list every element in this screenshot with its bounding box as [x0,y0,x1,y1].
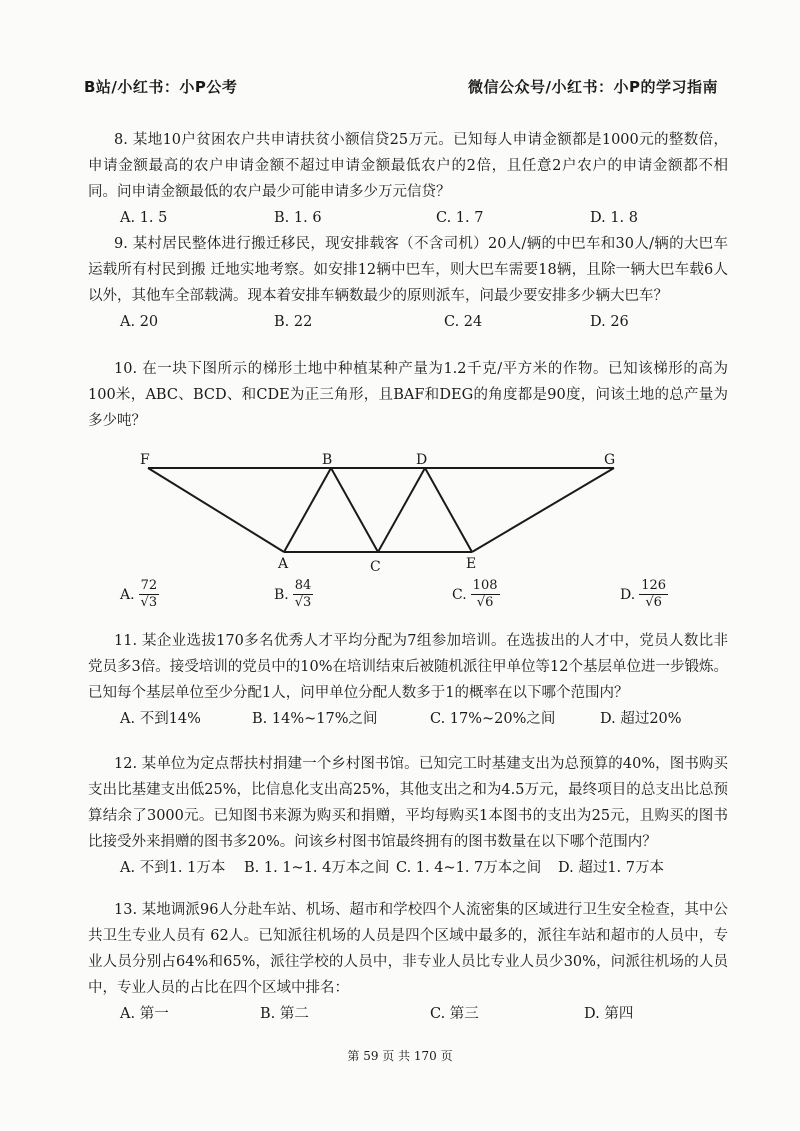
label-b: B [322,452,333,468]
label-d: D [416,452,428,468]
header-right: 微信公众号/小红书：小P的学习指南 [468,78,718,96]
page-footer: 第 59 页 共 170 页 [347,1049,453,1063]
edge-fa [148,468,284,552]
option-b: B. 14%~17%之间 [252,711,378,727]
option-d: D. 超过20% [600,711,682,727]
question-13-options [88,1001,728,1025]
question-9-text: 9. 某村居民整体进行搬迁移民，现安排载客（不含司机）20人/辆的中巴车和30人/辆的大巴车运载所有村民到搬 迁地实地考察。如安排12辆中巴车，则大巴车需要18辆，且除一辆大巴车载6人以外，其他车全部载满。现本着安排车辆数最少的原则派车，问最少要安排多少辆大巴车？ [88,236,728,304]
option-c: C. 17%~20%之间 [430,711,556,727]
question-8-options [88,205,728,229]
question-13 [88,897,728,1025]
q10-option-d: D. $\frac{126}{√6}$ [620,578,667,610]
option-c: C. 1. 7 [436,210,484,226]
label-g: G [604,452,616,468]
option-a: A. 1. 5 [120,210,168,226]
question-13-text: 13. 某地调派96人分赴车站、机场、超市和学校四个人流密集的区域进行卫生安全检查，其中公共卫生专业人员有 62人。已知派往机场的人员是四个区域中最多的，派往车站和超市的人员中，专业人员分别占64%和65%，派往学校的人员中，非专业人员比专业人员少30%，问派往机场的人员中，专业人员的占比在四个区域中排名： [88,902,728,996]
option-c: C. 24 [444,314,483,330]
question-11-options [88,706,728,730]
edge-de [425,468,472,552]
question-9-options [88,309,728,333]
option-b: B. 1. 1~1. 4万本之间 [244,860,390,876]
edge-bc [331,468,378,552]
option-b: B. 1. 6 [274,210,322,226]
label-f: F [140,452,150,468]
option-d: D. 超过1. 7万本 [558,860,664,876]
option-a: A. 不到14% [120,711,201,727]
trapezoid-figure [0,440,800,590]
question-11 [88,628,728,730]
question-12 [88,751,728,879]
label-a: A [278,556,289,572]
q10-option-c: C. $\frac{108}{√6}$ [452,578,498,610]
question-12-options [88,855,728,879]
option-b: B. 22 [274,314,313,330]
q10-option-b: B. $\frac{84}{√3}$ [274,578,312,610]
option-d: D. 26 [590,314,629,330]
question-8-text: 8. 某地10户贫困农户共申请扶贫小额信贷25万元。已知每人申请金额都是1000元的整数倍，申请金额最高的农户申请金额不超过申请金额最低农户的2倍，且任意2户农户的申请金额都不相同。问申请金额最低的农户最少可能申请多少万元信贷？ [88,132,728,200]
option-d: D. 1. 8 [590,210,638,226]
label-e: E [466,556,477,572]
question-11-text: 11. 某企业选拔170多名优秀人才平均分配为7组参加培训。在选拔出的人才中，党员人数比非党员多3倍。接受培训的党员中的10%在培训结束后被随机派往甲单位等12个基层单位进一步锻炼。已知每个基层单位至少分配1人，问甲单位分配人数多于1的概率在以下哪个范围内？ [88,633,728,701]
question-10-text: 10. 在一块下图所示的梯形土地中种植某种产量为1.2千克/平方米的作物。已知该梯形的高为100米，ABC、BCD、和CDE为正三角形，且BAF和DEG的角度都是90度，问该土地的总产量为多少吨？ [88,361,728,429]
header-left: B站/小红书：小P公考 [84,78,238,96]
label-c: C [370,559,381,575]
q10-option-a: A. $\frac{72}{√3}$ [120,578,158,610]
option-a: A. 第一 [120,1006,169,1022]
question-12-text: 12. 某单位为定点帮扶村捐建一个乡村图书馆。已知完工时基建支出为总预算的40%，图书购买支出比基建支出低25%，比信息化支出高25%，其他支出之和为4.5万元，最终项目的总支出比总预算结余了3000元。已知图书来源为购买和捐赠，平均每购买1本图书的支出为25元，且购买的图书比接受外来捐赠的图书多20%。问该乡村图书馆最终拥有的图书数量在以下哪个范围内？ [88,756,728,850]
option-d: D. 第四 [584,1006,634,1022]
question-10 [88,356,728,434]
edge-cd [378,468,425,552]
question-8 [88,127,728,229]
option-c: C. 1. 4~1. 7万本之间 [396,860,542,876]
edge-eg [472,468,614,552]
edge-ab [284,468,331,552]
option-b: B. 第二 [260,1006,309,1022]
option-c: C. 第三 [430,1006,479,1022]
question-9 [88,231,728,333]
option-a: A. 不到1. 1万本 [120,860,226,876]
option-a: A. 20 [120,314,159,330]
